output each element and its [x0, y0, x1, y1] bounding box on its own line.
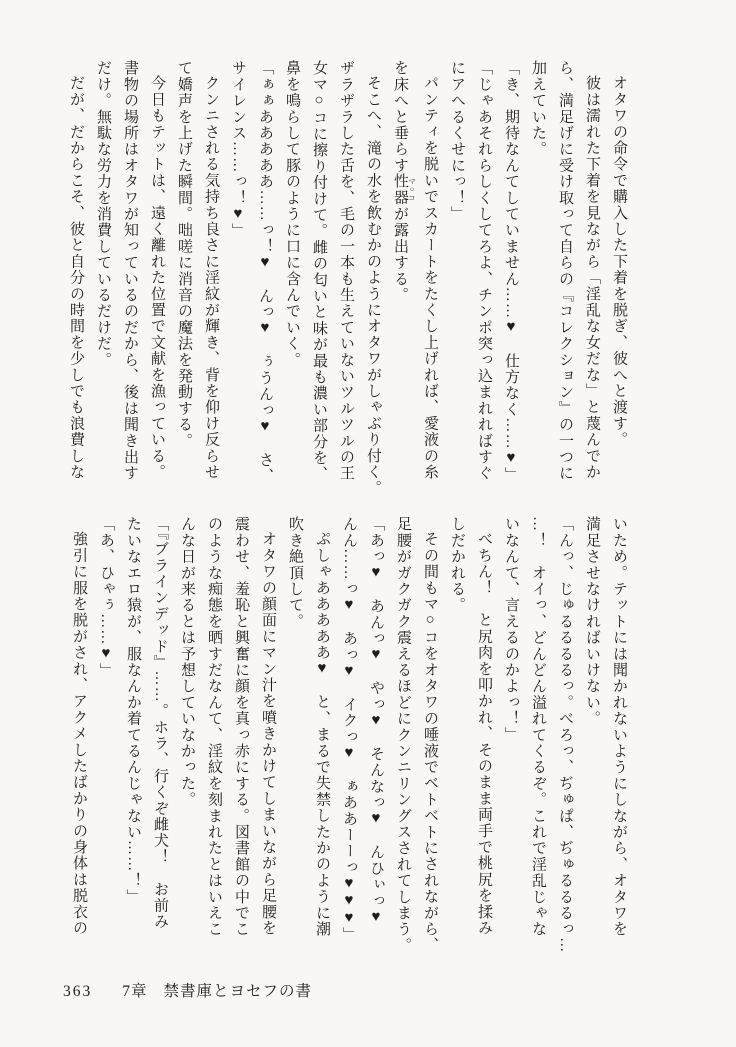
text-column: 満足させなければいけない。: [584, 516, 600, 727]
text-column: んな日が来るとは予想していなかった。: [179, 516, 195, 808]
text-column: 書物の場所はオタワが知っているのだから、後は聞き出す: [122, 60, 138, 482]
text-column: 「き、期待なんてしていません……♥ 仕方なく……♥」: [503, 60, 519, 484]
text-block-top: [62, 60, 632, 516]
text-column: 震わせ、羞恥と興奮に顔を真っ赤にする。図書館の中でこ: [233, 516, 249, 938]
text-column: 「じゃあそれらしくしてろよ、チンポ突っ込まれればすぐ: [476, 60, 492, 482]
text-column: 鼻を鳴らして豚のように口に含んでいく。: [284, 60, 300, 368]
text-column: 「あ、ひゃぅ……♥」: [98, 516, 114, 679]
text-column: いなんて、言えるのかよっ！」: [503, 516, 519, 743]
text-column: べちん！ と尻肉を叩かれ、そのまま両手で桃尻を揉み: [476, 531, 492, 936]
text-column: 強引に服を脱がされ、アクメしたばかりの身体は脱衣の: [71, 531, 87, 936]
text-block-bottom: [65, 516, 632, 972]
text-column: ザラザラした舌を、毛の一本も生えていないツルツルの王: [338, 60, 354, 482]
text-column: のような痴態を晒すだなんて、淫紋を刻まれたとはいえこ: [206, 516, 222, 938]
text-column: だけ。無駄な労力を消費しているだけだ。: [95, 60, 111, 368]
text-column: クンニされる気持ち良さに淫紋が輝き、背を仰け反らせ: [203, 75, 219, 480]
text-column: んん……っ♥ あっ♥ イクっ♥ ぁああーーっ♥♥♥」: [341, 516, 357, 944]
text-column: サイレンス……っ！♥」: [230, 60, 246, 240]
text-column: て嬌声を上げた瞬間。咄嗟に消音の魔法を発動する。: [176, 60, 192, 449]
text-column: しだかれる。: [449, 516, 465, 614]
text-column: 足腰がガクガク震えるほどにクンニリングスされてしまう。: [395, 516, 411, 954]
text-column: オタワの命令で購入した下着を脱ぎ、彼へと渡す。: [611, 75, 627, 448]
page-number: 363: [63, 983, 93, 1000]
text-column: 吹き絶頂して。: [287, 516, 303, 630]
text-column: オタワの顔面にマン汁を噴きかけてしまいながら足腰を: [260, 531, 276, 936]
text-column: ら、満足げに受け取って自らの『コレクション』の一つに: [557, 60, 573, 482]
chapter-label: 7章: [122, 983, 148, 1000]
text-column: を床へと垂らす性器 マ○コが露出する。: [392, 60, 417, 304]
text-column: 加えていた。: [530, 60, 546, 158]
text-column: 「ぁぁあああああ……っ！♥ んっ♥ ぅうんっ♥ さ、: [257, 60, 273, 485]
text-column: たいなエロ猿が、服なんか着てるんじゃない……！」: [125, 516, 141, 905]
text-column: 女マ○コに擦り付けて。雌の匂いと味が最も濃い部分を、: [311, 60, 327, 483]
text-column: 「あっ♥ あんっ♥ やっ♥ そんなっ♥ んひぃっ♥: [368, 516, 384, 926]
text-column: パンティを脱いでスカートをたくし上げれば、愛液の糸: [422, 75, 438, 480]
text-column: だが、だからこそ、彼と自分の時間を少しでも浪費しな: [68, 75, 84, 480]
text-column: 彼は濡れた下着を見ながら「淫乱な女だな」と蔑んでか: [584, 75, 600, 480]
text-column: その間もマ○コをオタワの唾液でベトベトにされながら、: [422, 531, 438, 954]
text-column: そこへ、滝の水を飲むかのようにオタワがしゃぶり付く。: [365, 75, 381, 497]
chapter-title: 禁書庫とヨセフの書: [163, 983, 313, 1000]
text-column: 今日もテットは、遠く離れた位置で文献を漁っている。: [149, 75, 165, 480]
text-column: 「『ブラインデッド』……。ホラ、行くぞ雌犬！ お前み: [152, 516, 168, 930]
ruby-annotation: 性器 マ○コ: [392, 173, 417, 206]
text-column: いため。テットには聞かれないようにしながら、オタワを: [611, 516, 627, 938]
text-column: にアへるくせにっ！」: [449, 60, 465, 222]
text-column: 「んっ、じゅるるるるっ。べろっ、ぢゅぱ、ぢゅるるるっ…: [557, 516, 573, 954]
text-column: ぷしゃあああああ♥ と、まるで失禁したかのように潮: [314, 531, 330, 937]
text-column: …！ オイっ、どんどん溢れてくるぞ。これで淫乱じゃな: [530, 516, 546, 938]
page-footer: [63, 979, 312, 1001]
